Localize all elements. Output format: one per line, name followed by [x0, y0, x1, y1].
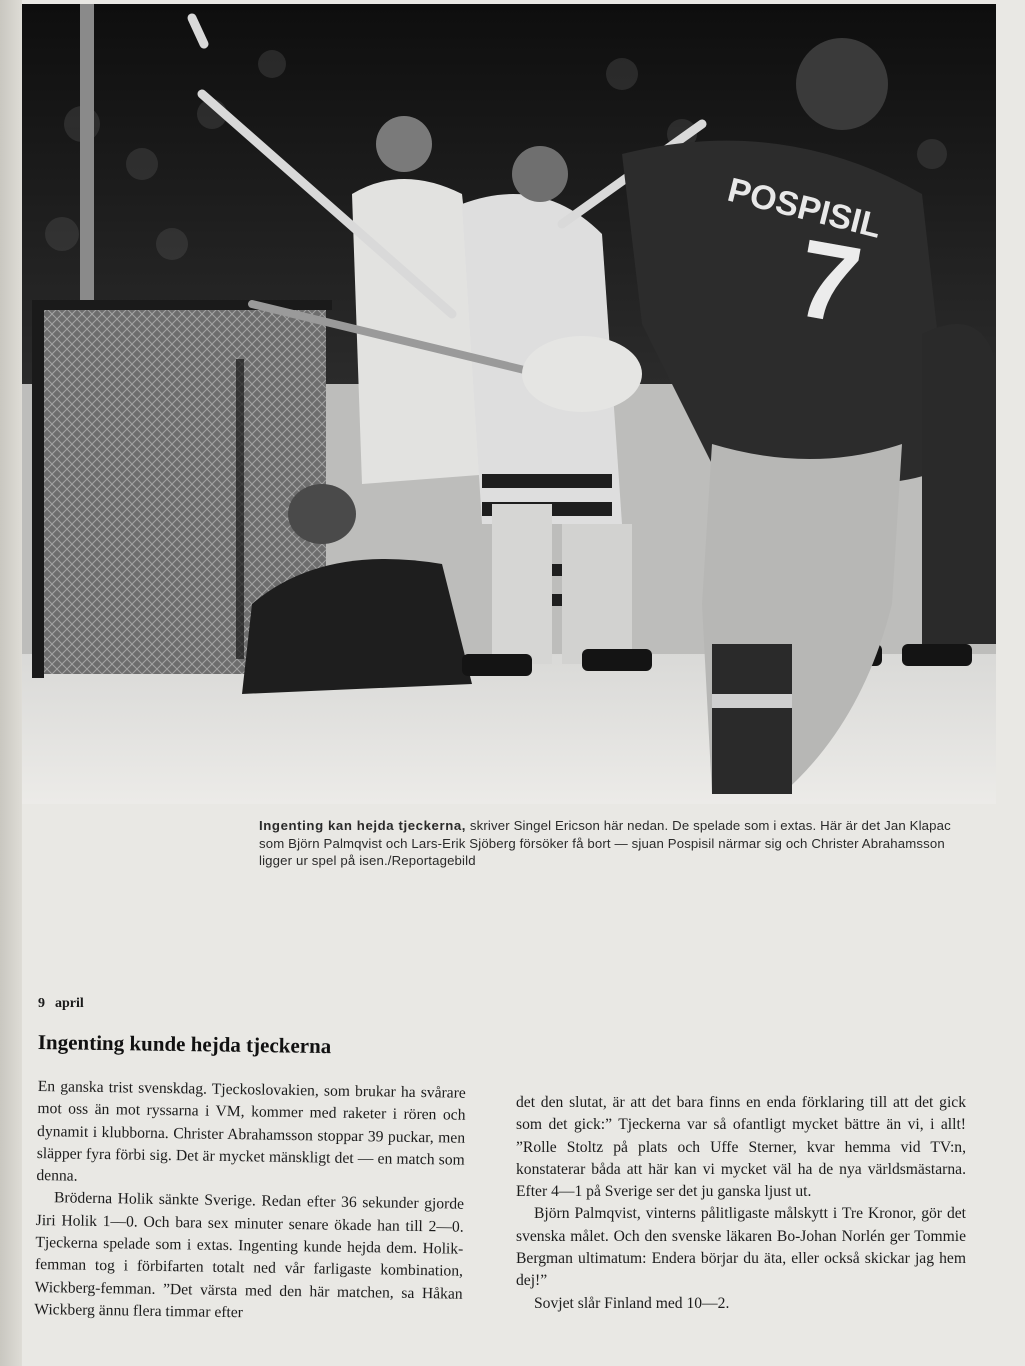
article-paragraph: Sovjet slår Finland med 10—2.	[534, 1294, 730, 1312]
article-paragraph: det den slutat, är att det bara finns en enda förklaring till att det gick som det gick:” Tjeckerna var så ofantligt mycket bättre än vi, i allt! ”Rolle Stoltz på plats och Uffe Sterner, kvar hemma vid TV:n, konstaterar båda att här kan vi mycket väl ha de nya världsmästarna. Efter 4—1 på Sverige ser det ju ganska ljust ut.	[516, 1094, 966, 1201]
caption-text: skriver Singel Ericson här nedan. De spelade som i extas. Här är det Jan Klapac som Björn Palmqvist och Lars-Erik Sjöberg försöker få bort — sjuan Pospisil närmar sig och Christer Abrahamsson ligger ur spel på isen./Reportagebild	[259, 818, 951, 868]
article-dateline	[38, 996, 84, 1012]
article-column-right	[516, 1092, 966, 1315]
hockey-photo-illustration	[22, 4, 996, 804]
photo-caption	[259, 817, 979, 870]
article-headline: Ingenting kunde hejda tjeckerna	[37, 1030, 332, 1059]
caption-lead: Ingenting kan hejda tjeckerna,	[259, 818, 467, 833]
article-paragraph: En ganska trist svenskdag. Tjeckoslovakien, som brukar ha svårare mot oss än mot ryssarna i VM, kommer med raketer i rören och dynamit i klubborna. Christer Abrahamsson stoppar 39 puckar, men släpper fyra förbi sig. Det är mycket mänskligt det — en match som denna.	[36, 1077, 466, 1185]
hockey-photo	[22, 4, 996, 804]
dateline-day: 9	[38, 996, 45, 1011]
article-paragraph: Bröderna Holik sänkte Sverige. Redan efter 36 sekunder gjorde Jiri Holik 1—0. Och bara sex minuter senare ökade han till 2—0. Tjeckerna spelade som i extas. Ingenting kunde hejda dem. Holik-femman tog i förbifarten totalt ned vår farligaste kombination, Wickberg-femman. ”Det värsta med den här matchen, sa Håkan Wickberg ännu flera timmar efter	[34, 1189, 465, 1322]
jersey-number: 7	[787, 216, 870, 348]
article-paragraph: Björn Palmqvist, vinterns pålitligaste målskytt i Tre Kronor, gör det svenska målet. Och den svenske läkaren Bo-Johan Norlén ger Tommie Bergman ultimatum: Endera börjar du äta, eller också skickar jag hem dej!”	[516, 1205, 966, 1290]
dateline-month: april	[55, 996, 84, 1011]
page-binding-edge	[0, 0, 22, 1366]
jersey-name: POSPISIL	[723, 170, 886, 246]
article-column-left	[34, 1076, 466, 1328]
